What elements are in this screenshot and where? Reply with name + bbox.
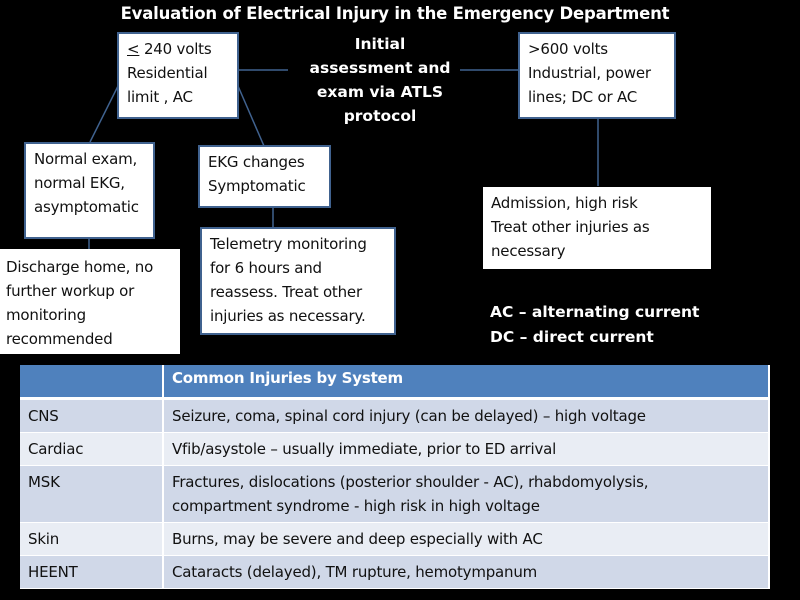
system-cell: Skin [20,523,163,556]
injuries-table [20,365,770,589]
injuries-cell: Cataracts (delayed), TM rupture, hemotympanum [163,556,769,589]
legend-ac: AC – alternating current [490,303,700,321]
discharge-line: Discharge home, no [6,258,154,276]
initial-line: assessment and [309,59,451,77]
page-title: Evaluation of Electrical Injury in the Emergency Department [120,4,670,23]
header-injuries: Common Injuries by System [163,365,769,399]
normal-exam-box [24,142,155,239]
high-voltage-line2: Industrial, power [528,64,651,82]
injuries-cell: Fractures, dislocations (posterior shoulder - AC), rhabdomyolysis, compartment syndrome - high risk in high voltage [163,466,769,523]
ekg-changes-line: EKG changes [208,153,305,171]
normal-exam-line: asymptomatic [34,198,139,216]
low-voltage-value: 240 volts [139,40,212,58]
table-row [20,433,769,466]
system-cell: CNS [20,399,163,433]
admission-line: Treat other injuries as [491,218,650,236]
table-header-row [20,365,769,399]
admission-box [483,187,711,269]
table-row [20,556,769,589]
injuries-cell: Seizure, coma, spinal cord injury (can be delayed) – high voltage [163,399,769,433]
table-row [20,523,769,556]
ekg-changes-line: Symptomatic [208,177,306,195]
telemetry-line: for 6 hours and [210,259,322,277]
normal-exam-line: normal EKG, [34,174,125,192]
telemetry-line: reassess. Treat other [210,283,362,301]
admission-line: Admission, high risk [491,194,638,212]
initial-line: Initial [354,35,406,53]
legend-dc: DC – direct current [490,328,654,346]
high-voltage-box [518,32,676,119]
abbreviation-legend [490,300,699,350]
injuries-cell: Burns, may be severe and deep especially with AC [163,523,769,556]
table-row [20,399,769,433]
initial-assessment-label [290,32,470,128]
header-system [20,365,163,399]
low-voltage-box [117,32,239,119]
admission-line: necessary [491,242,566,260]
initial-line: exam via ATLS [316,83,444,101]
system-cell: Cardiac [20,433,163,466]
normal-exam-line: Normal exam, [34,150,138,168]
injuries-cell: Vfib/asystole – usually immediate, prior to ED arrival [163,433,769,466]
discharge-line: recommended [6,330,113,348]
discharge-box [0,249,180,354]
system-cell: MSK [20,466,163,523]
low-voltage-line3: limit , AC [127,88,193,106]
ekg-changes-box [198,145,331,208]
less-equal-symbol: < [127,40,140,58]
system-cell: HEENT [20,556,163,589]
telemetry-line: Telemetry monitoring [210,235,367,253]
telemetry-box [200,227,396,335]
table-row [20,466,769,523]
high-voltage-line1: >600 volts [528,40,608,58]
telemetry-line: injuries as necessary. [210,307,366,325]
discharge-line: further workup or [6,282,135,300]
high-voltage-line3: lines; DC or AC [528,88,638,106]
discharge-line: monitoring [6,306,86,324]
initial-line: protocol [343,107,417,125]
low-voltage-line2: Residential [127,64,208,82]
low-voltage-line1 [127,37,229,61]
